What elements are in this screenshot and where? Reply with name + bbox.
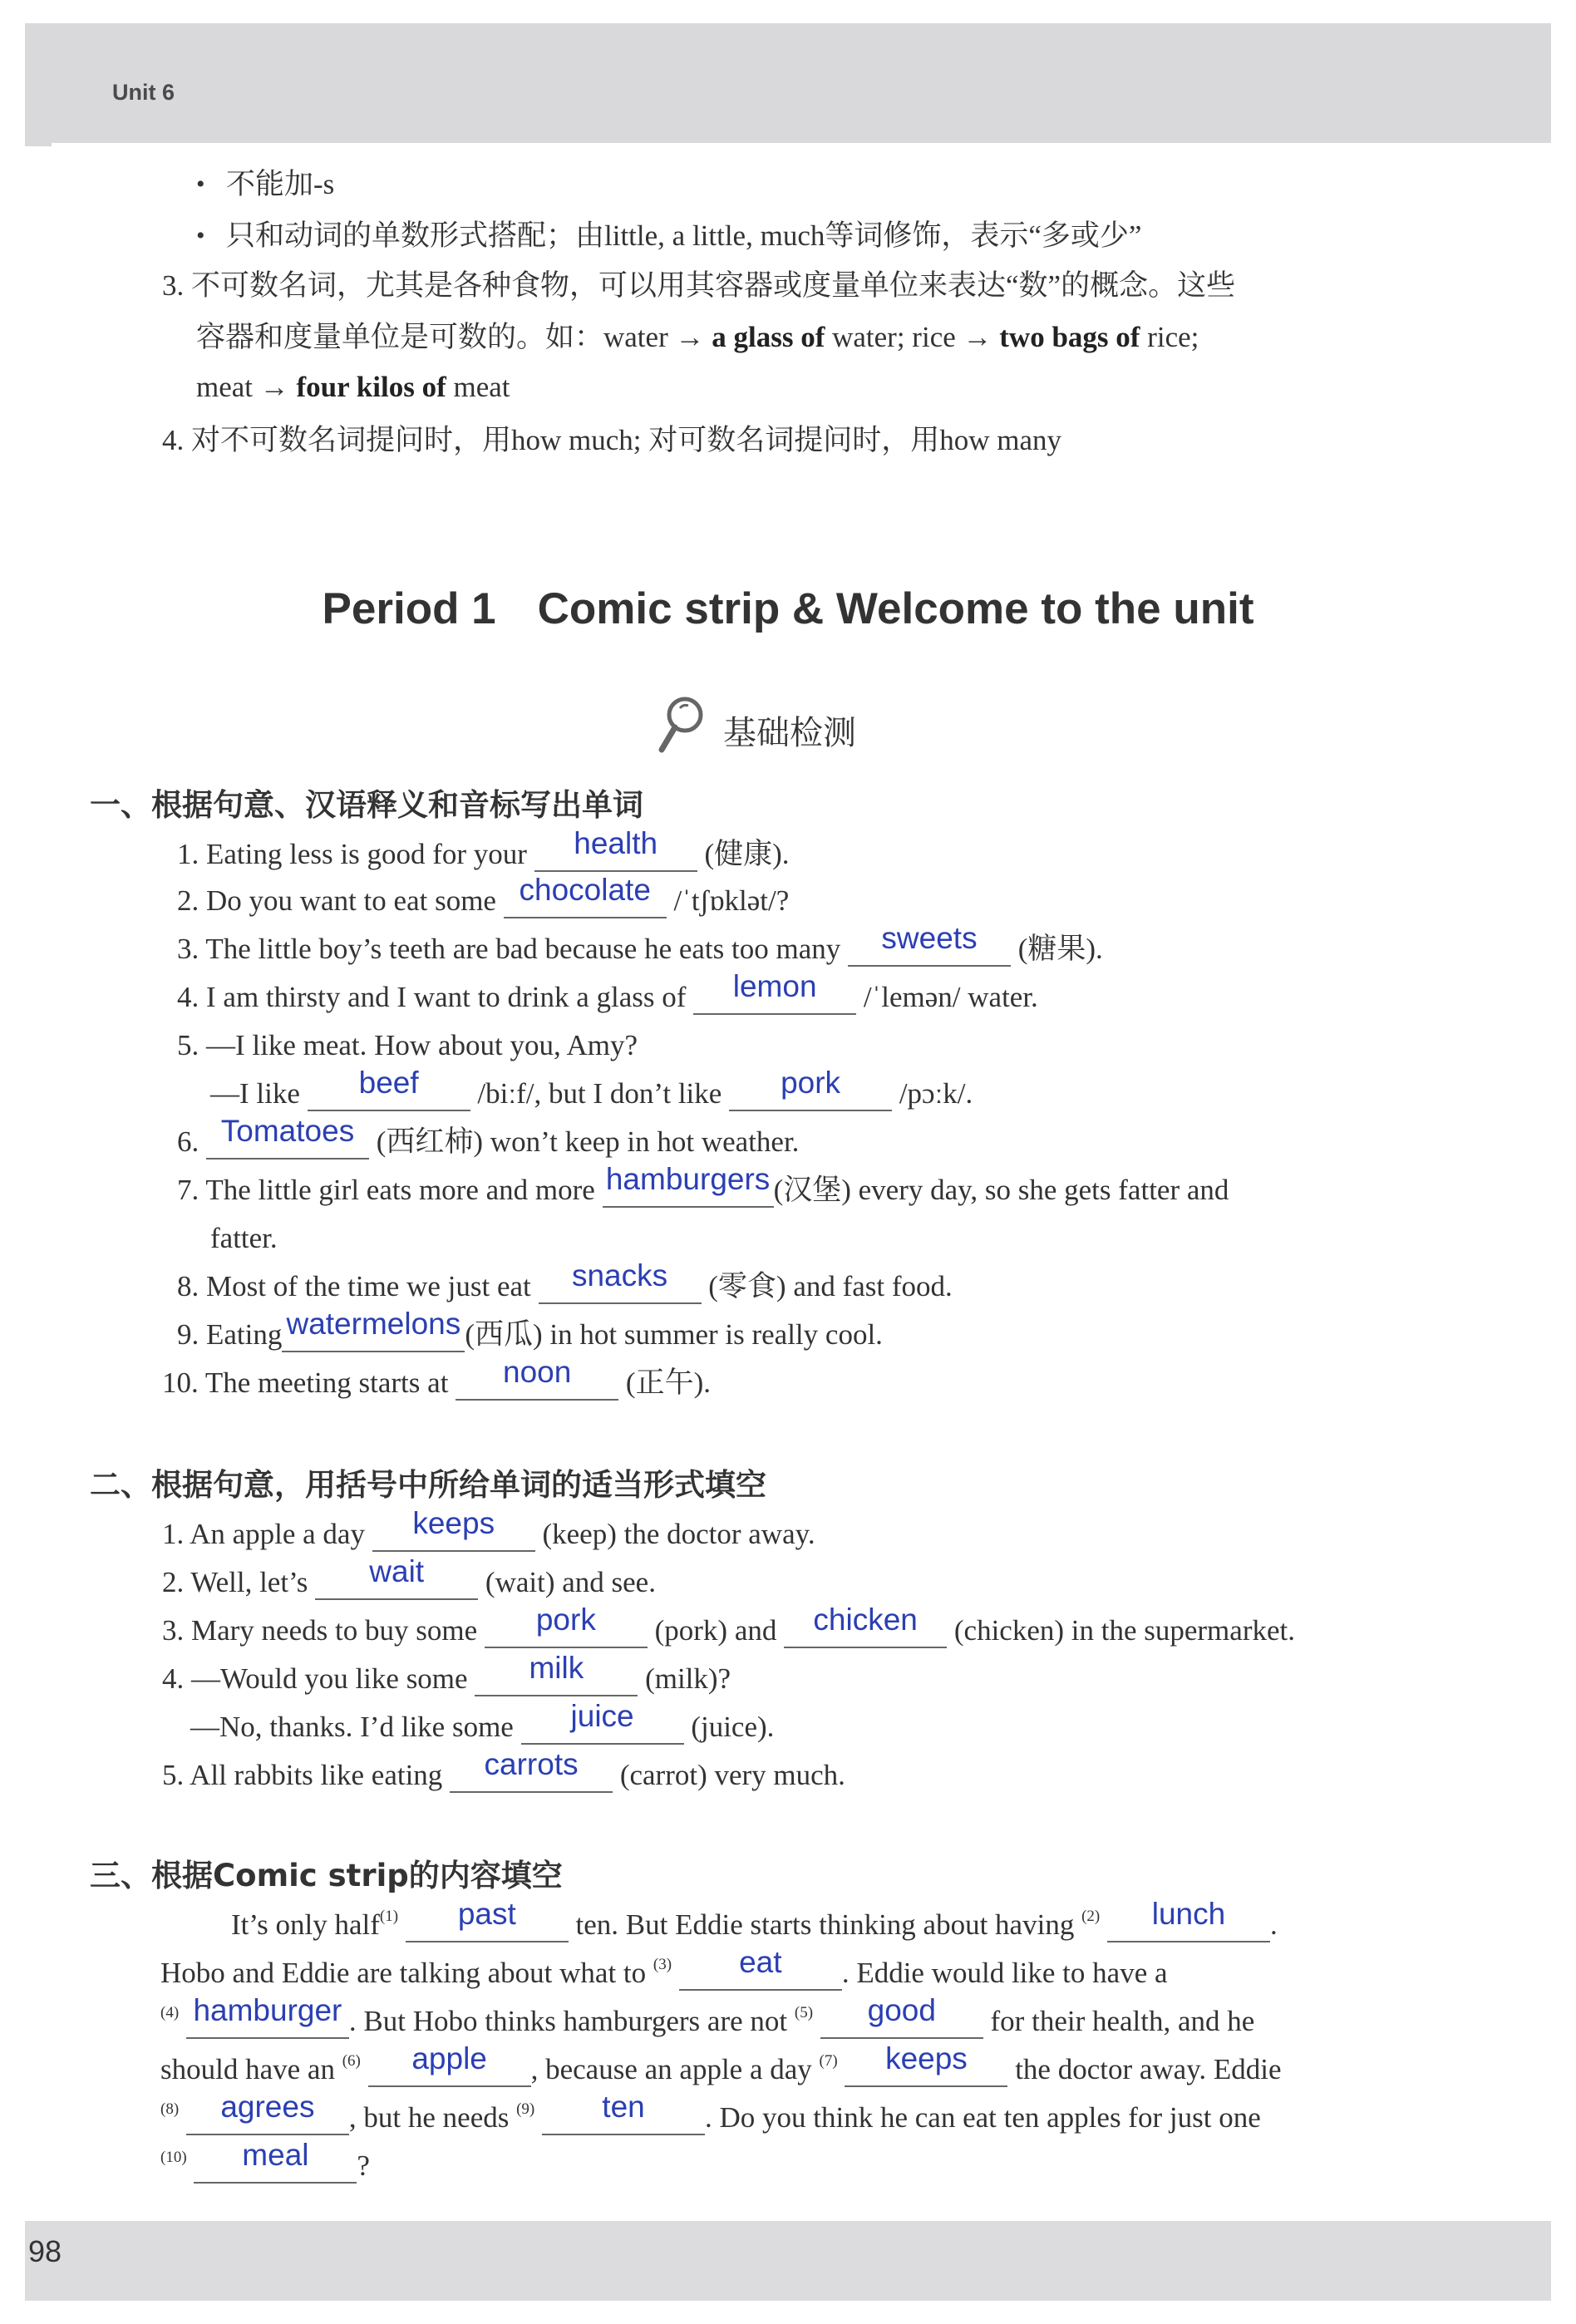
part1-item-10: 10. The meeting starts at noon (正午). [162,1355,711,1399]
part3-line-5: $^{(8)}$ agrees , but he needs $^{(9)}$ ten . Do you think he can eat ten apples for just one [160,2090,1261,2134]
answer-blank[interactable]: meal [194,2149,357,2184]
part3-line-3: $^{(4)}$ hamburger . But Hobo thinks hamburgers are not $^{(5)}$ good for their health, and he [160,1993,1255,2037]
part3-line-1: It’s only half$^{(1)}$ past ten. But Eddie starts thinking about having $^{(2)}$ lunch . [231,1897,1278,1941]
part2-item-2: 2. Well, let’s wait (wait) and see. [162,1554,656,1598]
part1-item-2: 2. Do you want to eat some chocolate /ˈtʃɒklət/? [177,873,790,917]
answer-blank[interactable]: apple [368,2052,531,2087]
part2-item-4-reply: —No, thanks. I’d like some juice (juice). [190,1699,775,1743]
unit-label: Unit 6 [112,80,175,105]
part2-item-5: 5. All rabbits like eating carrots (carrot) very much. [162,1747,845,1791]
part1-item-6: 6. Tomatoes (西红柿) won’t keep in hot weather. [177,1114,800,1158]
part2-item-1: 1. An apple a day keeps (keep) the doctor away. [162,1506,815,1550]
answer-blank[interactable]: lunch [1107,1908,1270,1942]
answer-blank[interactable]: lemon [693,980,856,1015]
part1-item-5-reply: —I like beef /biːf/, but I don’t like pork /pɔːk/. [210,1066,973,1110]
answer-blank[interactable]: chocolate [504,884,667,918]
part1-item-5: 5. —I like meat. How about you, Amy? [177,1029,638,1061]
answer-blank[interactable]: past [406,1908,569,1942]
part3-line-4: should have an $^{(6)}$ apple , because an apple a day $^{(7)}$ keeps the doctor away. Eddie [160,2041,1282,2085]
bullet-icon: • [196,170,205,198]
answer-blank[interactable]: chicken [784,1613,947,1648]
note-3-line-3: meat → four kilos of meat [196,371,510,403]
answer-blank[interactable]: hamburger [186,2004,349,2039]
note-3-line-2: 容器和度量单位是可数的。如：water → a glass of water; rice → two bags of rice; [196,321,1199,353]
part1-item-9: 9. Eating watermelons (西瓜) in hot summer is really cool. [177,1307,883,1351]
period-title [0,583,1576,634]
answer-blank[interactable]: agrees [186,2100,349,2135]
answer-blank[interactable]: hamburgers [603,1173,774,1208]
note-4: 4. 对不可数名词提问时，用how much; 对可数名词提问时，用how many [162,424,1062,456]
part1-item-8: 8. Most of the time we just eat snacks (零食) and fast food. [177,1258,953,1302]
footer-band [25,2221,1551,2301]
part1-item-7-cont: fatter. [210,1222,278,1254]
answer-blank[interactable]: Tomatoes [206,1125,369,1160]
answer-blank[interactable]: sweets [848,932,1011,967]
part1-item-1: 1. Eating less is good for your health (健康). [177,826,790,870]
part1-item-7: 7. The little girl eats more and more hamburgers (汉堡) every day, so she gets fatter and [177,1162,1229,1206]
part2-item-4: 4. —Would you like some milk (milk)? [162,1651,731,1695]
answer-blank[interactable]: wait [315,1565,478,1600]
answer-blank[interactable]: pork [485,1613,648,1648]
part1-item-3: 3. The little boy’s teeth are bad because he eats too many sweets (糖果). [177,921,1103,965]
section-label: 基础检测 [723,714,856,752]
answer-blank[interactable]: snacks [539,1269,702,1304]
part2-heading: 二、根据句意，用括号中所给单词的适当形式填空 [90,1467,766,1503]
period-name: Comic strip & Welcome to the unit [537,584,1254,633]
answer-blank[interactable]: pork [729,1076,892,1111]
note-bullet-2: • 只和动词的单数形式搭配；由little, a little, much等词修饰，表示“多或少” [196,218,1141,254]
magnifier-icon [652,690,710,756]
answer-blank[interactable]: keeps [845,2052,1007,2087]
answer-blank[interactable]: beef [308,1076,470,1111]
bullet-icon: • [196,222,205,249]
part3-heading: 三、根据Comic strip的内容填空 [90,1858,563,1893]
note-bullet-1: • 不能加-s [196,166,334,203]
part1-item-4: 4. I am thirsty and I want to drink a glass of lemon /ˈlemən/ water. [177,969,1038,1013]
answer-blank[interactable]: health [534,837,697,872]
part3-line-2: Hobo and Eddie are talking about what to $^{(3)}$ eat . Eddie would like to have a [160,1945,1168,1989]
answer-blank[interactable]: watermelons [282,1317,465,1352]
page-number: 98 [28,2234,62,2268]
answer-blank[interactable]: milk [475,1662,638,1696]
part3-line-6: $^{(10)}$ meal ? [160,2138,370,2182]
answer-blank[interactable]: keeps [372,1517,535,1552]
header-band [25,23,1551,146]
part2-item-3: 3. Mary needs to buy some pork (pork) and chicken (chicken) in the supermarket. [162,1603,1295,1647]
answer-blank[interactable]: good [820,2004,983,2039]
answer-blank[interactable]: juice [521,1710,684,1745]
part1-heading: 一、根据句意、汉语释义和音标写出单词 [90,787,643,823]
answer-blank[interactable]: noon [456,1366,618,1401]
answer-blank[interactable]: ten [542,2100,705,2135]
answer-blank[interactable]: carrots [450,1758,613,1793]
period-number: Period 1 [322,584,496,633]
answer-blank[interactable]: eat [679,1956,842,1991]
note-3-line-1: 3. 不可数名词，尤其是各种食物，可以用其容器或度量单位来表达“数”的概念。这些 [162,269,1236,302]
